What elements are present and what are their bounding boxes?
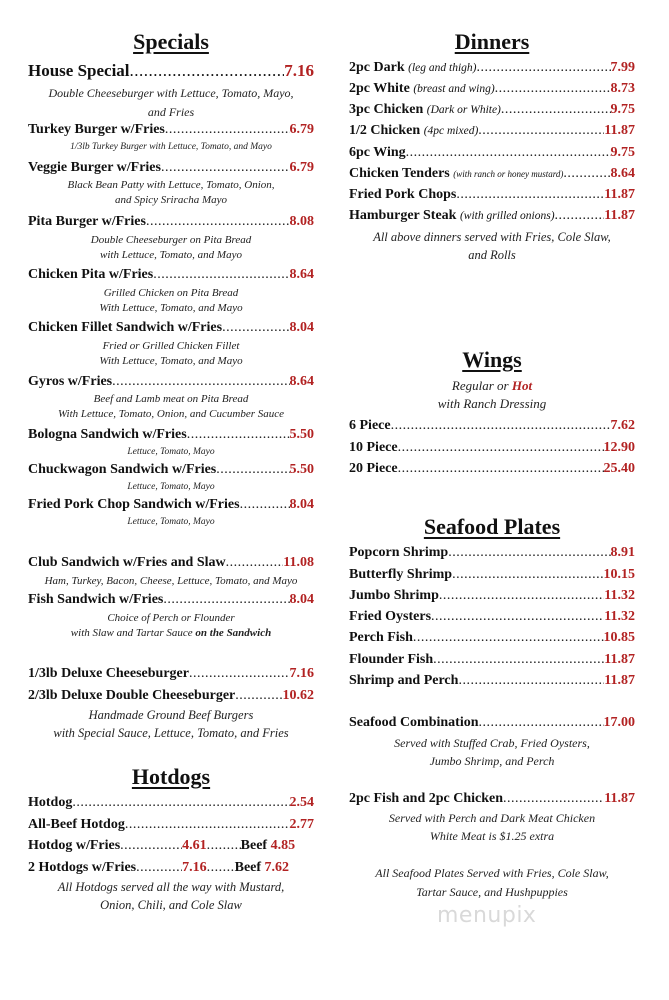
- hotdogs-heading: Hotdogs: [131, 764, 211, 789]
- menu-item-all-beef-hotdog: All-Beef Hotdog ..... 2.77: [28, 816, 314, 834]
- dinner-item: 2pc Dark (leg and thigh) ..... 7.99: [349, 59, 635, 77]
- hotdogs-note: All Hotdogs served all the way with Mustard, Onion, Chili, and Cole Slaw: [57, 880, 285, 912]
- house-special-desc: Double Cheeseburger with Lettuce, Tomato, Mayo, and Fries: [48, 86, 294, 119]
- menu-item-gyros: Gyros w/Fries ..... 8.64: [28, 373, 314, 391]
- menu-item-club-sandwich: Club Sandwich w/Fries and Slaw ..... 11.08: [28, 554, 314, 572]
- chicken-pita-desc: Grilled Chicken on Pita Bread With Lettuce, Tomato, and Mayo: [99, 287, 243, 314]
- menu-item-pita-burger: Pita Burger w/Fries ..... 8.08: [28, 213, 314, 231]
- turkey-burger-desc: 1/3lb Turkey Burger with Lettuce, Tomato, and Mayo: [70, 142, 272, 152]
- dinner-item: 3pc Chicken (Dark or White) ..... 9.75: [349, 101, 635, 119]
- seafood-combination: Seafood Combination ..... 17.00: [349, 714, 635, 732]
- menu-item-chicken-pita: Chicken Pita w/Fries ..... 8.64: [28, 266, 314, 284]
- dinner-item: 6pc Wing ..... 9.75: [349, 144, 635, 162]
- menu-item-chicken-fillet: Chicken Fillet Sandwich w/Fries ..... 8.04: [28, 319, 314, 337]
- wing-item: 10 Piece ..... 12.90: [349, 439, 635, 457]
- wings-subtitle: Regular or Hot with Ranch Dressing: [437, 378, 547, 411]
- menu-item-fish-sandwich: Fish Sandwich w/Fries ..... 8.04: [28, 591, 314, 609]
- specials-heading: Specials: [133, 29, 209, 54]
- seafood-heading: Seafood Plates: [423, 514, 561, 539]
- menu-item-house-special: House Special ..... 7.16: [28, 60, 314, 81]
- pita-burger-desc: Double Cheeseburger on Pita Bread with Lettuce, Tomato, and Mayo: [90, 234, 252, 261]
- menu-item-turkey-burger: Turkey Burger w/Fries ..... 6.79: [28, 121, 314, 139]
- seafood-item: Flounder Fish ..... 11.87: [349, 651, 635, 669]
- pork-chop-sandwich-desc: Lettuce, Tomato, Mayo: [127, 517, 215, 527]
- seafood-item: Popcorn Shrimp ..... 8.91: [349, 544, 635, 562]
- menu-item-deluxe-cheeseburger: 1/3lb Deluxe Cheeseburger ..... 7.16: [28, 665, 314, 683]
- fish-and-chicken-desc: Served with Perch and Dark Meat Chicken White Meat is $1.25 extra: [388, 811, 596, 843]
- dinners-footer: All above dinners served with Fries, Cole Slaw, and Rolls: [373, 230, 611, 262]
- veggie-burger-desc: Black Bean Patty with Lettuce, Tomato, Onion, and Spicy Sriracha Mayo: [67, 179, 275, 206]
- wing-item: 20 Piece ..... 25.40: [349, 460, 635, 478]
- wings-heading: Wings: [462, 347, 522, 372]
- dinner-item: 2pc White (breast and wing) ..... 8.73: [349, 80, 635, 98]
- dinner-item: 1/2 Chicken (4pc mixed) ..... 11.87: [349, 122, 635, 140]
- deluxe-desc: Handmade Ground Beef Burgers with Special Sauce, Lettuce, Tomato, and Fries: [53, 708, 289, 740]
- seafood-item: Shrimp and Perch ..... 11.87: [349, 672, 635, 690]
- menu-item-bologna: Bologna Sandwich w/Fries ..... 5.50: [28, 426, 314, 444]
- dinner-item: Fried Pork Chops ..... 11.87: [349, 186, 635, 204]
- watermark: menupix: [437, 903, 537, 928]
- dinners-heading: Dinners: [454, 29, 530, 54]
- menu-item-hotdog-fries: Hotdog w/Fries ..... 4.61 ..... Beef 4.85: [28, 837, 314, 855]
- fish-and-chicken: 2pc Fish and 2pc Chicken ..... 11.87: [349, 790, 635, 808]
- chuckwagon-desc: Lettuce, Tomato, Mayo: [127, 482, 215, 492]
- fish-sandwich-desc: Choice of Perch or Flounder with Slaw and Tartar Sauce on the Sandwich: [70, 612, 272, 639]
- menu-item-two-hotdogs-fries: 2 Hotdogs w/Fries ..... 7.16 ..... Beef 7.62: [28, 859, 314, 877]
- seafood-combination-desc: Served with Stuffed Crab, Fried Oysters, Jumbo Shrimp, and Perch: [394, 736, 590, 768]
- seafood-item: Jumbo Shrimp ..... 11.32: [349, 587, 635, 605]
- seafood-item: Butterfly Shrimp ..... 10.15: [349, 566, 635, 584]
- menu-item-veggie-burger: Veggie Burger w/Fries ..... 6.79: [28, 159, 314, 177]
- dinner-item: Chicken Tenders (with ranch or honey mustard) ..... 8.64: [349, 165, 635, 183]
- chicken-fillet-desc: Fried or Grilled Chicken Fillet With Lettuce, Tomato, and Mayo: [99, 340, 243, 367]
- seafood-item: Perch Fish ..... 10.85: [349, 629, 635, 647]
- gyros-desc: Beef and Lamb meat on Pita Bread With Lettuce, Tomato, Onion, and Cucumber Sauce: [58, 393, 284, 420]
- seafood-footer: All Seafood Plates Served with Fries, Cole Slaw, Tartar Sauce, and Hushpuppies: [375, 866, 609, 899]
- menu-item-pork-chop-sandwich: Fried Pork Chop Sandwich w/Fries ..... 8.04: [28, 496, 314, 514]
- seafood-item: Fried Oysters ..... 11.32: [349, 608, 635, 626]
- wing-item: 6 Piece ..... 7.62: [349, 417, 635, 435]
- menu-item-chuckwagon: Chuckwagon Sandwich w/Fries ..... 5.50: [28, 461, 314, 479]
- dinner-item: Hamburger Steak (with grilled onions) ..... 11.87: [349, 207, 635, 225]
- bologna-desc: Lettuce, Tomato, Mayo: [127, 447, 215, 457]
- club-sandwich-desc: Ham, Turkey, Bacon, Cheese, Lettuce, Tomato, and Mayo: [44, 575, 298, 587]
- menu-item-deluxe-double-cheeseburger: 2/3lb Deluxe Double Cheeseburger ..... 10.62: [28, 687, 314, 705]
- menu-item-hotdog: Hotdog ..... 2.54: [28, 794, 314, 812]
